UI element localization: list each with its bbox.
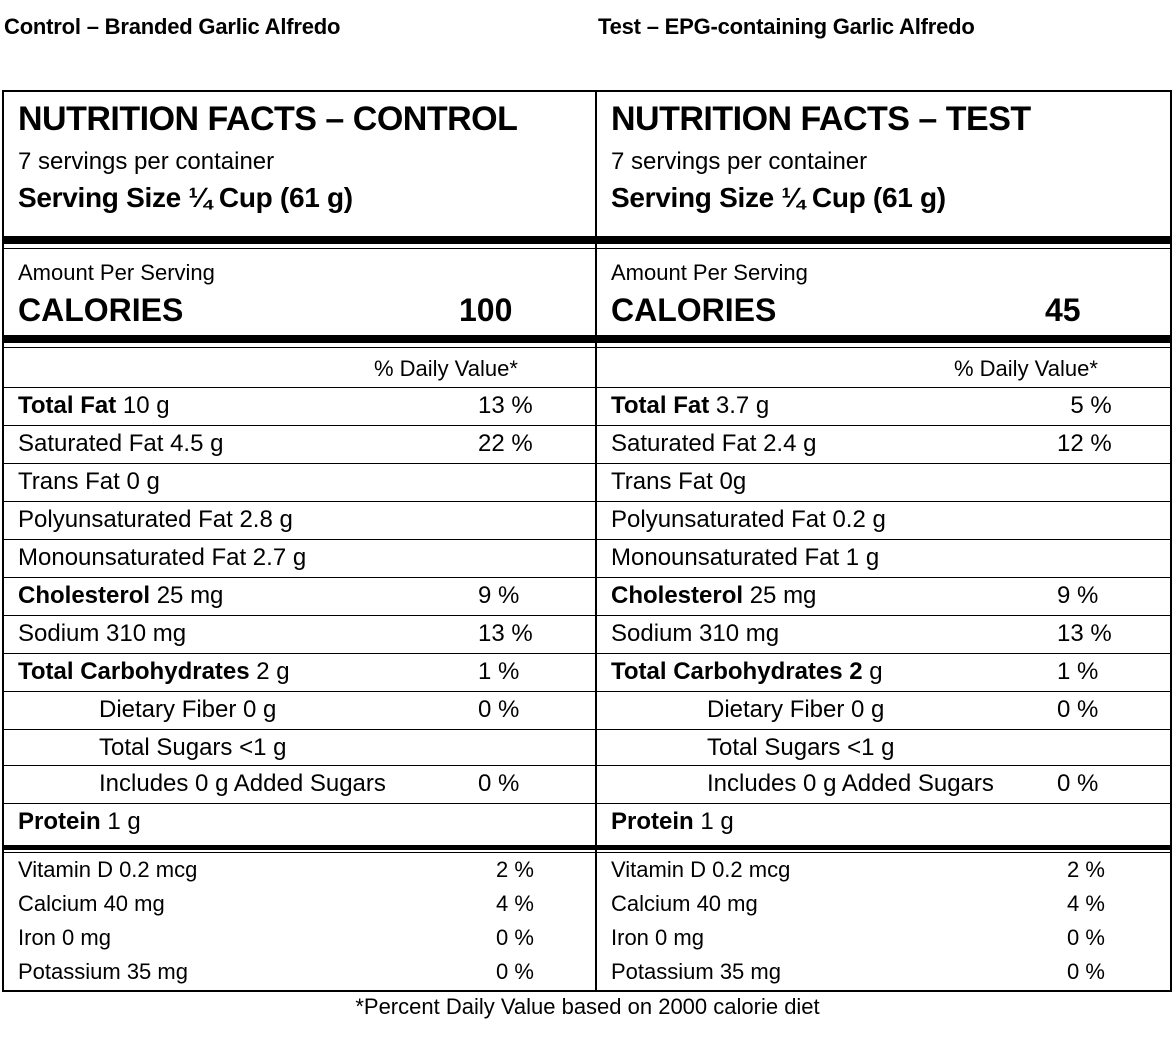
- thick-rule: [597, 236, 1170, 244]
- nutrient-label: [707, 734, 894, 762]
- calories-label: CALORIES: [18, 292, 184, 328]
- thin-rule: [597, 852, 1170, 853]
- nutrient-daily-value: 12 %: [1057, 430, 1112, 457]
- thin-rule: [597, 347, 1170, 348]
- nutrient-row: [4, 730, 595, 766]
- thick-rule: [4, 236, 595, 244]
- footnote: *Percent Daily Value based on 2000 calorie diet: [355, 994, 820, 1019]
- daily-value-header: % Daily Value*: [374, 356, 518, 381]
- nutrient-row: [597, 388, 1170, 426]
- nutrient-label: [18, 506, 293, 534]
- nutrient-name: Total Fat: [611, 392, 710, 419]
- nutrient-amount: Monounsaturated Fat 1 g: [611, 544, 880, 571]
- calories-value: 45: [1045, 292, 1081, 328]
- nutrient-row: [4, 502, 595, 540]
- vitamin-label: Vitamin D 0.2 mcg: [18, 857, 198, 882]
- vitamin-label: Potassium 35 mg: [18, 959, 188, 984]
- panel-title: NUTRITION FACTS – TEST: [611, 100, 1031, 138]
- caption-test: Test – EPG-containing Garlic Alfredo: [598, 14, 975, 39]
- nutrient-daily-value: 22 %: [478, 430, 533, 457]
- nutrient-daily-value: 0 %: [1057, 696, 1099, 723]
- nutrient-row: [597, 654, 1170, 692]
- nutrient-amount: Includes 0 g Added Sugars: [99, 770, 386, 797]
- nutrient-label: [99, 696, 276, 724]
- thin-rule: [597, 248, 1170, 249]
- nutrient-label: [611, 392, 769, 420]
- nutrient-label: [611, 808, 734, 836]
- panel-control: [4, 92, 595, 990]
- nutrient-amount: Dietary Fiber 0 g: [707, 696, 885, 723]
- nutrient-row: [4, 426, 595, 464]
- nutrient-amount: g: [862, 658, 883, 685]
- nutrient-amount: Sodium 310 mg: [611, 620, 780, 647]
- vitamin-label: Calcium 40 mg: [611, 891, 758, 916]
- nutrient-row: [4, 766, 595, 804]
- nutrient-amount: Dietary Fiber 0 g: [99, 696, 277, 723]
- vitamin-label: Iron 0 mg: [18, 925, 111, 950]
- nutrient-row: [4, 578, 595, 616]
- vitamin-daily-value: 4 %: [1067, 891, 1105, 916]
- nutrient-row: [597, 766, 1170, 804]
- nutrient-label: [18, 544, 306, 572]
- nutrient-amount: 25 mg: [743, 582, 817, 609]
- nutrient-label: [18, 430, 223, 458]
- nutrient-amount: Polyunsaturated Fat 0.2 g: [611, 506, 886, 533]
- nutrient-name: Cholesterol: [611, 582, 744, 609]
- vitamin-daily-value: 2 %: [1067, 857, 1105, 882]
- nutrient-amount: 3.7 g: [709, 392, 770, 419]
- nutrient-row: [4, 804, 595, 842]
- nutrient-amount: Sodium 310 mg: [18, 620, 187, 647]
- nutrient-label: [18, 620, 186, 648]
- nutrient-label: [611, 468, 746, 496]
- caption-control: Control – Branded Garlic Alfredo: [4, 14, 341, 39]
- nutrient-amount: Total Sugars <1 g: [99, 734, 287, 761]
- nutrient-row: [597, 578, 1170, 616]
- vitamin-row: [597, 923, 1170, 957]
- vitamin-row: [4, 923, 595, 957]
- nutrient-row: [597, 730, 1170, 766]
- nutrition-table: [2, 90, 1172, 992]
- nutrient-label: [611, 620, 779, 648]
- vitamin-label: Vitamin D 0.2 mcg: [611, 857, 791, 882]
- vitamin-row: [4, 957, 595, 991]
- nutrient-row: [597, 692, 1170, 730]
- nutrient-label: [611, 544, 879, 572]
- thick-rule: [4, 335, 595, 343]
- nutrient-amount: Saturated Fat 2.4 g: [611, 430, 817, 457]
- serving-size: Serving Size ¼ Cup (61 g): [18, 182, 353, 213]
- nutrient-amount: Saturated Fat 4.5 g: [18, 430, 224, 457]
- nutrient-amount: 1 g: [693, 808, 734, 835]
- amount-per-serving: Amount Per Serving: [611, 260, 808, 285]
- nutrient-daily-value: 0 %: [478, 696, 520, 723]
- vitamin-daily-value: 0 %: [1067, 925, 1105, 950]
- nutrient-name: Protein: [18, 808, 101, 835]
- nutrient-label: [611, 506, 886, 534]
- nutrient-label: [18, 808, 141, 836]
- vitamin-daily-value: 0 %: [1067, 959, 1105, 984]
- panel-title: NUTRITION FACTS – CONTROL: [18, 100, 518, 138]
- calories-label: CALORIES: [611, 292, 777, 328]
- nutrient-daily-value: 0 %: [478, 770, 520, 797]
- nutrient-row: [597, 616, 1170, 654]
- nutrient-row: [597, 426, 1170, 464]
- nutrient-name: Total Fat: [18, 392, 117, 419]
- nutrient-label: [611, 430, 816, 458]
- vitamin-row: [4, 889, 595, 923]
- nutrient-daily-value: 13 %: [1057, 620, 1112, 647]
- vitamin-label: Potassium 35 mg: [611, 959, 781, 984]
- nutrient-daily-value: 1 %: [478, 658, 520, 685]
- thin-rule: [4, 347, 595, 348]
- thin-rule: [4, 248, 595, 249]
- nutrient-daily-value: 1 %: [1057, 658, 1099, 685]
- nutrient-label: [611, 582, 816, 610]
- nutrient-amount: Monounsaturated Fat 2.7 g: [18, 544, 307, 571]
- nutrient-label: [707, 770, 994, 798]
- nutrient-amount: 1 g: [100, 808, 141, 835]
- thin-rule: [4, 852, 595, 853]
- servings-per-container: 7 servings per container: [18, 148, 275, 175]
- nutrient-daily-value: 9 %: [1057, 582, 1099, 609]
- thick-rule: [597, 335, 1170, 343]
- nutrient-label: [18, 392, 170, 420]
- vitamin-daily-value: 2 %: [496, 857, 534, 882]
- nutrient-row: [4, 616, 595, 654]
- vitamin-daily-value: 0 %: [496, 959, 534, 984]
- nutrient-label: [611, 658, 883, 686]
- nutrient-amount: 10 g: [116, 392, 170, 419]
- nutrient-row: [597, 804, 1170, 842]
- nutrient-row: [597, 464, 1170, 502]
- nutrient-amount: Trans Fat 0 g: [18, 468, 160, 495]
- vitamin-label: Iron 0 mg: [611, 925, 704, 950]
- daily-value-header: % Daily Value*: [954, 356, 1098, 381]
- thick-rule: [597, 845, 1170, 850]
- nutrient-label: [18, 468, 160, 496]
- nutrient-name: Total Carbohydrates 2: [611, 658, 863, 685]
- nutrient-row: [4, 464, 595, 502]
- nutrient-label: [99, 770, 386, 798]
- nutrient-daily-value: 5 %: [1057, 392, 1112, 419]
- nutrient-row: [597, 502, 1170, 540]
- nutrient-row: [4, 540, 595, 578]
- nutrient-amount: Polyunsaturated Fat 2.8 g: [18, 506, 293, 533]
- vitamin-daily-value: 0 %: [496, 925, 534, 950]
- nutrient-amount: Trans Fat 0g: [611, 468, 747, 495]
- calories-value: 100: [459, 292, 513, 328]
- nutrient-label: [18, 582, 223, 610]
- vitamin-label: Calcium 40 mg: [18, 891, 165, 916]
- nutrient-amount: Includes 0 g Added Sugars: [707, 770, 994, 797]
- nutrient-daily-value: 13 %: [478, 620, 533, 647]
- nutrient-amount: 25 mg: [150, 582, 224, 609]
- vitamin-row: [597, 855, 1170, 889]
- nutrient-daily-value: 9 %: [478, 582, 520, 609]
- thick-rule: [4, 845, 595, 850]
- serving-size: Serving Size ¼ Cup (61 g): [611, 182, 946, 213]
- nutrient-label: [99, 734, 286, 762]
- nutrient-label: [18, 658, 290, 686]
- nutrient-row: [4, 654, 595, 692]
- nutrient-name: Protein: [611, 808, 694, 835]
- vitamin-row: [4, 855, 595, 889]
- nutrient-amount: 2 g: [249, 658, 290, 685]
- vitamin-row: [597, 957, 1170, 991]
- nutrient-row: [4, 692, 595, 730]
- vitamin-row: [597, 889, 1170, 923]
- nutrient-daily-value: 13 %: [478, 392, 533, 419]
- nutrient-row: [4, 388, 595, 426]
- nutrient-amount: Total Sugars <1 g: [707, 734, 895, 761]
- amount-per-serving: Amount Per Serving: [18, 260, 215, 285]
- nutrient-row: [597, 540, 1170, 578]
- nutrient-name: Cholesterol: [18, 582, 151, 609]
- nutrient-daily-value: 0 %: [1057, 770, 1099, 797]
- servings-per-container: 7 servings per container: [611, 148, 868, 175]
- nutrient-name: Total Carbohydrates: [18, 658, 250, 685]
- panel-test: [597, 92, 1170, 990]
- vitamin-daily-value: 4 %: [496, 891, 534, 916]
- nutrient-label: [707, 696, 884, 724]
